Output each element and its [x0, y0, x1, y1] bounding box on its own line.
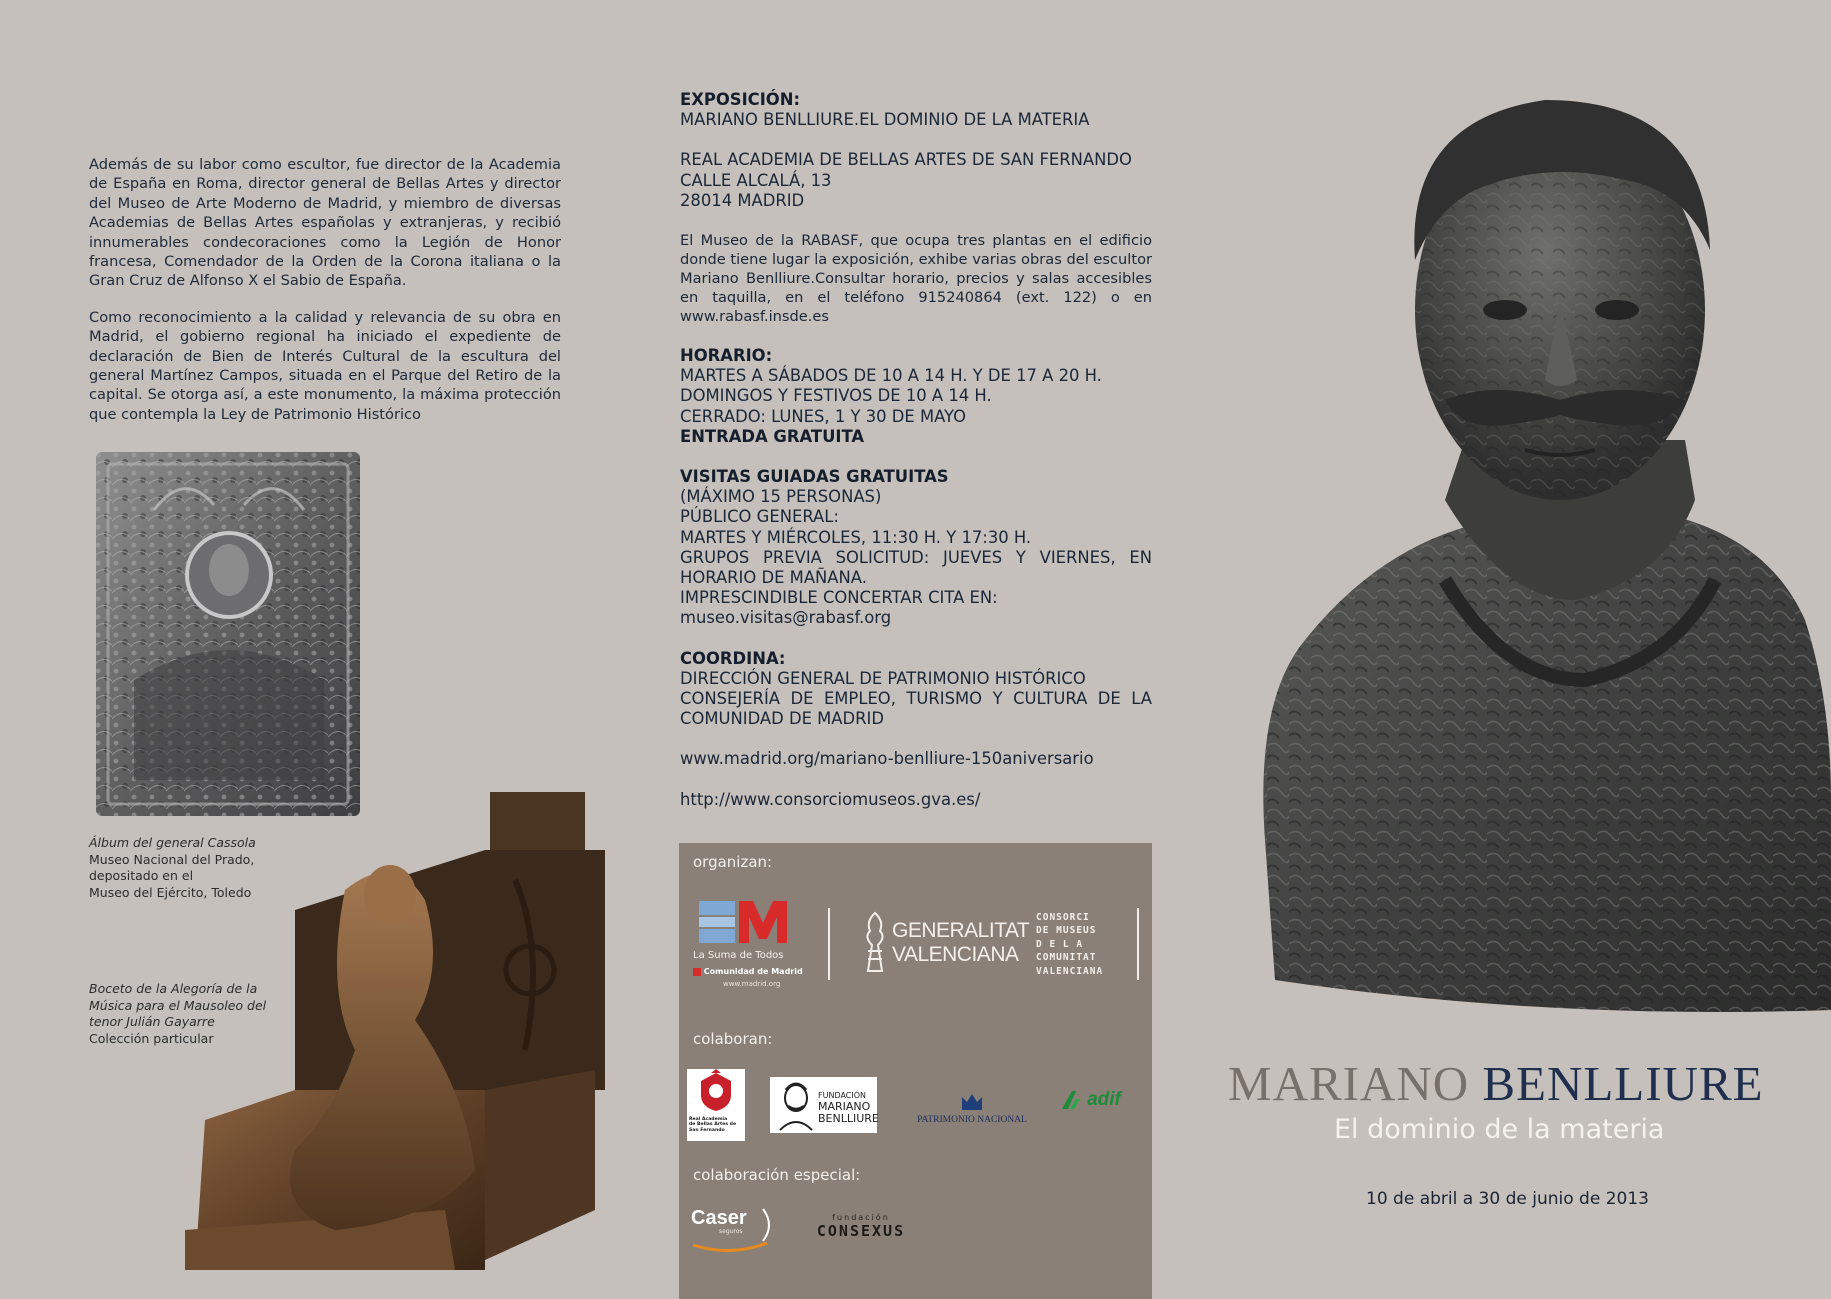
venue-line-1: REAL ACADEMIA DE BELLAS ARTES DE SAN FERNANDO [680, 150, 1132, 170]
gv-bat-icon [862, 911, 888, 973]
caption-boceto-line-1: Colección particular [89, 1030, 214, 1046]
consorci-line-1: CONSORCI [1036, 912, 1090, 923]
separator-2 [1137, 908, 1139, 980]
fundacion-label: FUNDACIÓN [818, 1091, 867, 1100]
visitas-line-2: PÚBLICO GENERAL: [680, 507, 839, 527]
consorci-line-3: D E L A [1036, 938, 1084, 950]
consexus-logo [801, 1213, 921, 1240]
caption-boceto-title-3: tenor Julián Gayarre [89, 1014, 215, 1029]
rabasf-line-3: San Fernando [689, 1127, 725, 1133]
horario-line-2: DOMINGOS Y FESTIVOS DE 10 A 14 H. [680, 386, 992, 406]
museum-paragraph: El Museo de la RABASF, que ocupa tres plantas en el edificio donde tiene lugar la exposición, exhibe varias obras del escultor Mariano Benlliure.Consultar horario, precios y salas accesibles en taquilla, en el teléfono 915240864 (ext. 122) o en www.rabasf.insde.es [680, 232, 1152, 326]
caption-album-title: Álbum del general Cassola [89, 835, 256, 850]
album-cassola-image [94, 450, 364, 820]
exposicion-title: MARIANO BENLLIURE.EL DOMINIO DE LA MATERIA [680, 110, 1090, 130]
adif-logo [1060, 1089, 1121, 1111]
link-madrid[interactable]: www.madrid.org/mariano-benlliure-150aniversario [680, 749, 1094, 769]
cm-tagline: La Suma de Todos [693, 950, 784, 961]
title-name-2: BENLLIURE [1482, 1056, 1764, 1111]
especial-label: colaboración especial: [693, 1166, 861, 1184]
consexus-top: fundación [832, 1213, 890, 1222]
cm-url: www.madrid.org [723, 980, 781, 988]
fundacion-name-2: BENLLIURE [818, 1112, 879, 1125]
horario-heading: HORARIO: [680, 346, 773, 366]
generalitat-valenciana-logo [862, 911, 1030, 981]
gv-line-2: VALENCIANA [892, 943, 1019, 966]
separator-1 [828, 908, 830, 980]
horario-line-3: CERRADO: LUNES, 1 Y 30 DE MAYO [680, 406, 967, 426]
adif-mark-icon [1060, 1089, 1082, 1111]
caption-boceto-title-1: Boceto de la Alegoría de la [89, 981, 258, 996]
comunidad-madrid-logo [693, 899, 813, 999]
fundacion-name-1: MARIANO [818, 1100, 871, 1113]
visitas-line-4: GRUPOS PREVIA SOLICITUD: JUEVES Y VIERNES, EN HORARIO DE MAÑANA. [680, 547, 1152, 588]
horario-line-1: MARTES A SÁBADOS DE 10 A 14 H. Y DE 17 A 20 H. [680, 366, 1102, 386]
crown-icon [959, 1091, 985, 1111]
exhibition-dates: 10 de abril a 30 de junio de 2013 [1366, 1189, 1649, 1209]
rabasf-crest-icon [687, 1069, 745, 1113]
caser-arc-icon [761, 1207, 773, 1243]
entrada-gratuita: ENTRADA GRATUITA [680, 426, 865, 446]
sponsors-panel [679, 843, 1152, 1299]
coordina-heading: COORDINA: [680, 648, 786, 668]
visitas-line-5: IMPRESCINDIBLE CONCERTAR CITA EN: [680, 588, 998, 608]
patrimonio-text: PATRIMONIO NACIONAL [917, 1115, 1027, 1125]
caser-swoosh-icon [691, 1241, 775, 1255]
middle-column [680, 90, 1152, 830]
patrimonio-nacional-logo [907, 1091, 1037, 1125]
coordina-line-2: CONSEJERÍA DE EMPLEO, TURISMO Y CULTURA DE LA COMUNIDAD DE MADRID [680, 689, 1152, 729]
consexus-text: CONSEXUS [816, 1222, 906, 1240]
consorci-line-4: COMUNITAT [1036, 952, 1097, 964]
organizan-label: organizan: [693, 853, 773, 871]
left-column [89, 155, 561, 441]
rabasf-logo [687, 1069, 745, 1141]
coordina-line-1: DIRECCIÓN GENERAL DE PATRIMONIO HISTÓRICO [680, 668, 1086, 688]
cm-flag-icon [693, 968, 701, 976]
caption-boceto-title-2: Música para el Mausoleo del [89, 997, 267, 1013]
colaboran-label: colaboran: [693, 1030, 773, 1048]
caption-album-line-2: depositado en el [89, 868, 194, 883]
intro-paragraph: Además de su labor como escultor, fue director de la Academia de España en Roma, director general de Bellas Artes y director del Museo de Arte Moderno de Madrid, y miembro de diversas Academias de Bellas Artes españolas y extranjeras, y recibió innumerables condecoraciones como la Legión de Honor francesa, Comendador de la Orden de la Corona italiana o la Gran Cruz de Alfonso X el Sabio de España. [89, 156, 561, 290]
exposicion-heading: EXPOSICIÓN: [680, 90, 801, 109]
caser-sub: seguros [719, 1228, 743, 1235]
venue-line-2: CALLE ALCALÁ, 13 [680, 170, 832, 190]
consorci-line-2: DE MUSEUS [1036, 925, 1097, 937]
rabasf-line-2: de Bellas Artes de [689, 1122, 737, 1128]
caption-album-line-1: Museo Nacional del Prado, [89, 851, 255, 867]
caser-text: Caser [691, 1207, 747, 1229]
visitas-email[interactable]: museo.visitas@rabasf.org [680, 608, 892, 628]
visitas-line-3: MARTES Y MIÉRCOLES, 11:30 H. Y 17:30 H. [680, 527, 1032, 547]
consorci-line-5: VALENCIANA [1036, 965, 1104, 977]
consorci-museus-logo [1036, 911, 1116, 978]
visitas-line-1: (MÁXIMO 15 PERSONAS) [680, 487, 882, 507]
venue-line-3: 28014 MADRID [680, 190, 805, 210]
gv-line-1: GENERALITAT [892, 919, 1030, 942]
exhibition-title [1228, 1058, 1788, 1110]
fundacion-benlliure-logo [770, 1077, 877, 1133]
visitas-heading: VISITAS GUIADAS GRATUITAS [680, 467, 949, 487]
link-consorcio[interactable]: http://www.consorciomuseos.gva.es/ [680, 789, 981, 809]
caser-logo [691, 1207, 775, 1257]
title-name-1: MARIANO [1228, 1056, 1470, 1111]
caption-album-line-3: Museo del Ejército, Toledo [89, 884, 252, 900]
cm-mark-icon [693, 899, 793, 945]
alegoria-musica-image [185, 790, 610, 1270]
rabasf-line-1: Real Academia [689, 1117, 728, 1122]
benlliure-bust-image [1245, 80, 1831, 1040]
benlliure-portrait-icon [774, 1078, 818, 1132]
cm-name: Comunidad de Madrid [703, 967, 803, 976]
exhibition-subtitle: El dominio de la materia [1334, 1114, 1665, 1145]
bic-paragraph: Como reconocimiento a la calidad y relevancia de su obra en Madrid, el gobierno regional ha iniciado el expediente de declaración de Bien de Interés Cultural de la escultura del general Martínez Campos, situada en el Parque del Retiro de la capital. Se otorga así, a este monumento, la máxima protección que contempla la Ley de Patrimonio Histórico [89, 308, 561, 423]
adif-text: adif [1087, 1089, 1121, 1110]
